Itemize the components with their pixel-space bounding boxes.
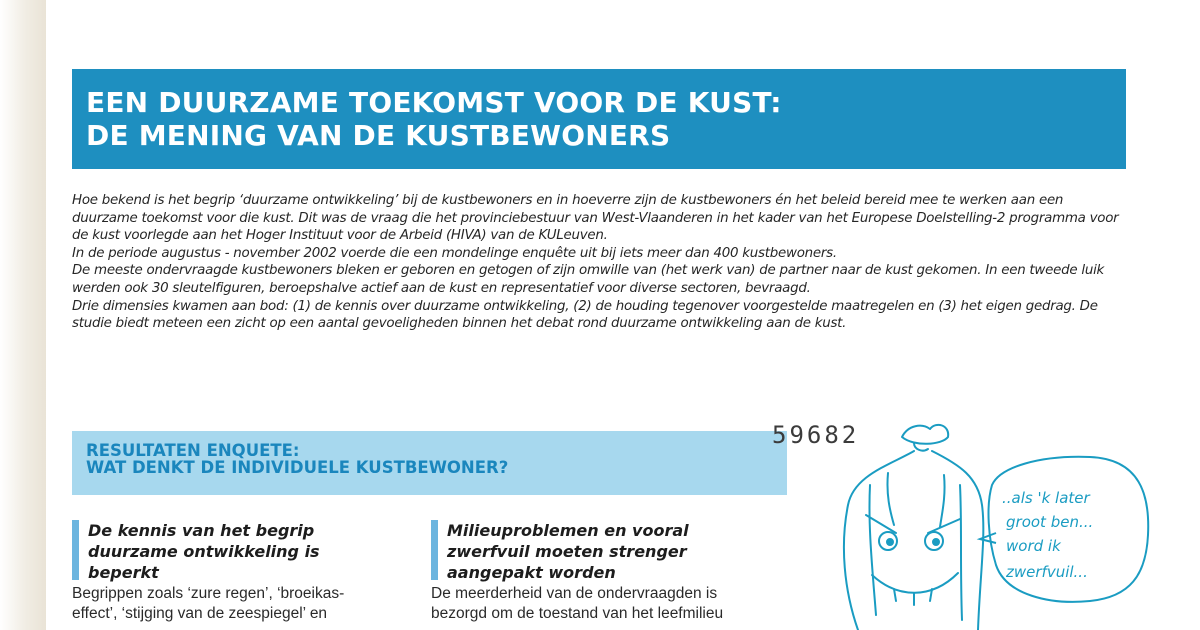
intro-text (72, 192, 1132, 333)
page-title-line-2: DE MENING VAN DE KUSTBEWONERS (86, 119, 671, 152)
column-1-heading-line-1: De kennis van het begrip (88, 521, 315, 540)
column-1-heading (88, 520, 320, 583)
speech-line-3: word ik (1006, 537, 1061, 555)
column-1-marker (72, 520, 79, 580)
column-1-body (72, 584, 344, 624)
column-2-marker (431, 520, 438, 580)
speech-line-4: zwerfvuil... (1006, 563, 1088, 581)
page-edge-shadow (0, 0, 46, 630)
column-1-heading-line-3: beperkt (88, 563, 159, 582)
column-1-body-line-2: effect’, ‘stijging van de zeespiegel’ en (72, 605, 328, 622)
page-title (86, 86, 782, 152)
speech-line-2: groot ben... (1006, 513, 1094, 531)
section-heading-line-2: WAT DENKT DE INDIVIDUELE KUSTBEWONER? (86, 458, 509, 477)
column-1-body-line-1: Begrippen zoals ‘zure regen’, ‘broeikas- (72, 585, 345, 602)
reference-number: 59682 (772, 421, 860, 449)
section-heading-banner (72, 431, 787, 495)
section-heading-line-1: RESULTATEN ENQUETE: (86, 441, 300, 460)
intro-paragraph-3: De meeste ondervraagde kustbewoners bleken er geboren en getogen of zijn omwille van (het werk van) de partner naar de kust gekomen. In een tweede luik werden ook 30 sleutelfiguren, beroepshalve actief aan de kust en representatief voor diverse sectoren, bevraagd. (72, 263, 1105, 296)
column-2-heading-line-3: aangepakt worden (447, 563, 616, 582)
column-2-body (431, 584, 723, 624)
section-heading (86, 442, 508, 476)
column-2-body-line-1: De meerderheid van de ondervraagden is (431, 585, 718, 602)
column-2-heading-line-1: Milieuproblemen en vooral (447, 521, 689, 540)
column-2-heading (447, 520, 689, 583)
intro-paragraph-1: Hoe bekend is het begrip ‘duurzame ontwikkeling’ bij de kustbewoners en in hoeverre zijn de kustbewoners én het beleid bereid mee te werken aan een duurzame toekomst voor die kust. Dit was de vraag die het provinciebestuur van West-Vlaanderen in het kader van het Europese Doelstelling-2 programma voor de kust voorlegde aan het Hoger Instituut voor de Arbeid (HIVA) van de KULeuven. (72, 193, 1119, 244)
trash-bag-cartoon (810, 415, 1200, 630)
title-banner (72, 69, 1126, 169)
trash-bag-illustration (844, 425, 983, 630)
page-title-line-1: EEN DUURZAME TOEKOMST VOOR DE KUST: (86, 86, 782, 119)
column-2-body-line-2: bezorgd om de toestand van het leefmilieu (431, 605, 724, 622)
intro-paragraph-2: In de periode augustus - november 2002 voerde die een mondelinge enquête uit bij iets meer dan 400 kustbewoners. (72, 245, 837, 261)
intro-paragraph-4: Drie dimensies kwamen aan bod: (1) de kennis over duurzame ontwikkeling, (2) de houding tegenover voorgestelde maatregelen en (3) het eigen gedrag. De studie biedt meteen een zicht op een aantal gevoeligheden binnen het debat rond duurzame ontwikkeling aan de kust. (72, 298, 1098, 332)
column-2-heading-line-2: zwerfvuil moeten strenger (447, 542, 687, 561)
speech-line-1: ..als 'k later (1002, 489, 1090, 507)
column-1-heading-line-2: duurzame ontwikkeling is (88, 542, 320, 561)
